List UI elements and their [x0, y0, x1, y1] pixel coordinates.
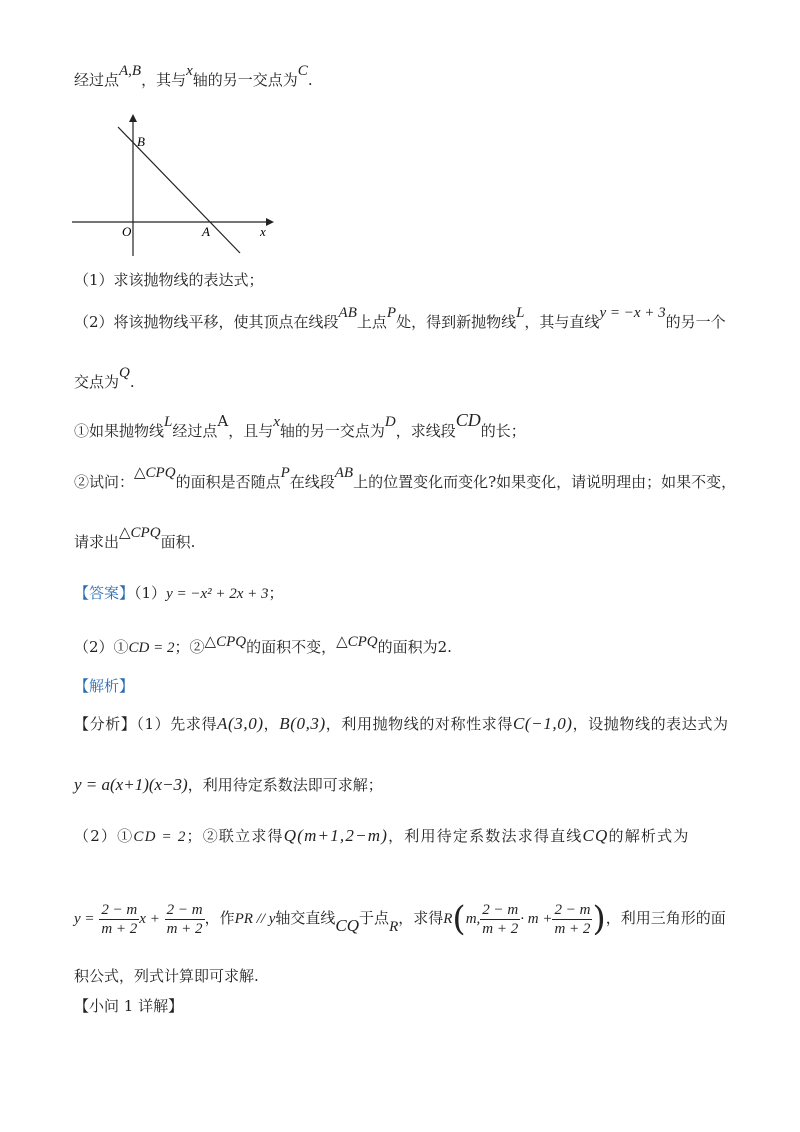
math: △CPQ	[204, 634, 247, 650]
text: ，求得	[398, 909, 444, 927]
label-a: A	[202, 224, 210, 239]
math: y = −x + 3	[599, 305, 666, 321]
math: △CPQ	[336, 634, 378, 650]
text: 上的位置变化而变化?如果变化，请说明理由；如果不变，	[353, 473, 737, 491]
denominator: m + 2	[482, 920, 519, 937]
left-paren: (	[452, 899, 466, 939]
math: C(−1,0)	[512, 714, 573, 733]
math: CQ	[335, 916, 360, 935]
math: R	[443, 911, 453, 927]
math: L	[516, 305, 525, 321]
text: ；	[268, 584, 284, 602]
math: P	[280, 465, 290, 481]
math: △CPQ	[119, 525, 161, 541]
analysis-line-1	[74, 714, 729, 734]
text: ，利用抛物线的对称性求得	[325, 715, 513, 733]
text: ，作	[204, 909, 235, 927]
math: Q(m+1,2−m)	[283, 826, 389, 845]
math: C	[297, 63, 308, 79]
denominator: m + 2	[166, 920, 203, 937]
label-x: x	[260, 224, 266, 239]
analysis-line-5: 积公式，列式计算即可求解.	[74, 967, 259, 985]
text: ，求线段	[395, 422, 456, 440]
sub-question-1	[74, 410, 526, 442]
x-axis-arrow	[266, 218, 274, 226]
math: AB	[334, 465, 354, 481]
text: 的另一个	[665, 313, 726, 331]
text: （1）	[134, 584, 167, 602]
coordinate-figure	[70, 110, 280, 260]
analysis-line-2	[74, 775, 383, 795]
text: 在线段	[289, 473, 335, 491]
text: ；②	[174, 638, 205, 656]
text: .	[307, 71, 313, 89]
denominator: m + 2	[554, 920, 591, 937]
text: 于点	[359, 909, 390, 927]
math: L	[164, 414, 173, 430]
text: 上点	[356, 313, 387, 331]
math: A	[217, 412, 229, 430]
text: ；②联立求得	[186, 827, 284, 845]
math: y = −x² + 2x + 3	[166, 586, 269, 602]
sub-heading: 【小问 1 详解】	[74, 997, 184, 1015]
numerator: 2 − m	[554, 901, 591, 918]
answer-line-2	[74, 634, 452, 658]
sub-question-2-cont	[74, 525, 196, 553]
numerator: 2 − m	[166, 901, 203, 918]
math: CD = 2	[133, 829, 187, 845]
math: AB	[338, 305, 357, 321]
analysis-line-4	[74, 898, 726, 939]
math: R	[389, 919, 399, 935]
text: 的面积是否随点	[175, 473, 281, 491]
math: A(3,0)	[217, 714, 264, 733]
text: 经过点	[172, 422, 218, 440]
fraction	[165, 901, 205, 938]
text: ，利用三角形的面	[605, 909, 726, 927]
text: 的面积不变，	[246, 638, 337, 656]
math: · m +	[520, 911, 553, 927]
math: A,B	[119, 63, 142, 79]
math: y = a(x+1)(x−3)	[74, 775, 188, 794]
question-2-cont	[74, 365, 135, 393]
y-axis-arrow	[129, 114, 137, 122]
text: 交点为	[74, 373, 120, 391]
answer-line-1	[74, 583, 284, 604]
label-b: B	[137, 134, 145, 149]
numerator: 2 − m	[101, 901, 138, 918]
math: x	[273, 414, 280, 430]
text: 【分析】（1）先求得	[74, 715, 218, 733]
fraction	[99, 901, 139, 938]
text: 轴交直线	[275, 909, 336, 927]
text: ，利用待定系数法即可求解；	[187, 776, 383, 794]
fraction	[480, 901, 520, 938]
text: （2）①	[74, 827, 134, 845]
intro-line	[74, 63, 313, 91]
analysis-line-3	[74, 826, 690, 847]
math: CD = 2	[128, 640, 175, 656]
analysis-header	[74, 676, 134, 696]
text: 轴的另一交点为	[192, 71, 298, 89]
question-1: （1）求该抛物线的表达式；	[74, 271, 264, 289]
text: 的解析式为	[608, 827, 690, 845]
text: ②试问：	[74, 473, 135, 491]
fraction	[552, 901, 592, 938]
math: m,	[465, 911, 481, 927]
answer-tag: 【答案】	[74, 584, 135, 602]
text: ，其与直线	[524, 313, 600, 331]
math: PR // y	[234, 911, 276, 927]
math: CD	[455, 410, 481, 430]
text: （2）将该抛物线平移，使其顶点在线段	[74, 313, 339, 331]
text: 面积.	[160, 533, 196, 551]
label-o: O	[122, 224, 132, 239]
math: x	[186, 63, 193, 79]
sub-question-2	[74, 465, 737, 493]
text: 的面积为2.	[377, 638, 452, 656]
right-paren: )	[592, 899, 606, 939]
denominator: m + 2	[101, 920, 138, 937]
math: Q	[119, 365, 130, 381]
text: （2）①	[74, 638, 129, 656]
math: B(0,3)	[279, 714, 326, 733]
text: ，	[263, 715, 280, 733]
text: 请求出	[74, 533, 120, 551]
text: ，且与	[228, 422, 274, 440]
analysis-tag: 【解析】	[74, 677, 135, 695]
question-2	[74, 305, 726, 333]
math: D	[384, 414, 396, 430]
text: 经过点	[74, 71, 120, 89]
text: 处，得到新抛物线	[396, 313, 517, 331]
text: 的长；	[480, 422, 526, 440]
math: x +	[139, 911, 160, 927]
numerator: 2 − m	[482, 901, 519, 918]
text: ，设抛物线的表达式为	[572, 715, 729, 733]
math: CQ	[582, 826, 609, 845]
text: ，利用待定系数法求得直线	[388, 827, 583, 845]
text: ，其与	[141, 71, 187, 89]
math: P	[386, 305, 397, 321]
math: y =	[74, 911, 95, 927]
text: .	[129, 373, 135, 391]
text: ①如果抛物线	[74, 422, 165, 440]
math: △CPQ	[134, 465, 176, 481]
text: 轴的另一交点为	[279, 422, 385, 440]
